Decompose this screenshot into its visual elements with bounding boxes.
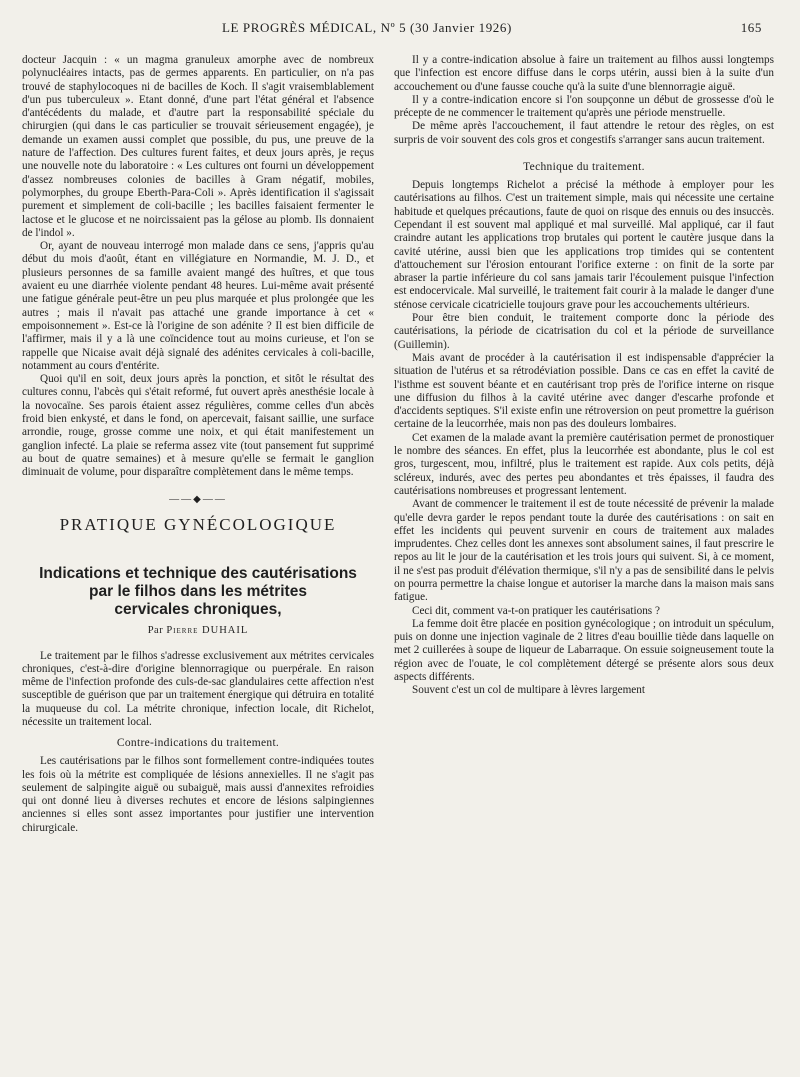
- paragraph: Il y a contre-indication absolue à faire un traitement au filhos aussi longtemps que l'infection est encore diffuse dans le corps utérin, aussi bien à la suite d'un accouchement ou d'une fausse couche qu'à la suite d'une blennorragie aiguë.: [394, 54, 774, 93]
- running-header: [222, 20, 762, 42]
- paragraph: Les cautérisations par le filhos sont formellement contre-indiquées toutes les fois où la métrite est compliquée de lésions annexielles. Il ne s'agit pas seulement de salpingite aiguë ou subaiguë, mais aussi d'annexites refroidies qui ont donné lieu à diverses rechutes et encore de lésions salpingiennes anciennes si elles sont assez importantes pour justifier une intervention chirurgicale.: [22, 755, 374, 834]
- article-title-line: cervicales chroniques,: [114, 600, 282, 618]
- running-title: LE PROGRÈS MÉDICAL, Nº 5 (30 Janvier 1926): [222, 20, 512, 35]
- paragraph: La femme doit être placée en position gynécologique ; on introduit un spéculum, puis on donne une injection vaginale de 2 litres d'eau bouillie tiède dans laquelle on met 2 cuillerées à soupe de liqueur de Labarraque. On essuie soigneusement toute la région avec de l'ouate, le col complètement détergé se présente alors sous deux aspects différents.: [394, 617, 774, 684]
- subheading: Contre-indications du traitement.: [116, 737, 280, 750]
- ornament-separator: ——◆——: [169, 493, 227, 505]
- page-number: 165: [740, 20, 762, 35]
- paragraph: Pour être bien conduit, le traitement comporte donc la période des cautérisations, la période de cicatrisation du col et la période de surveillance (Guillemin).: [394, 312, 774, 351]
- paragraph: De même après l'accouchement, il faut attendre le retour des règles, on est surpris de voir souvent des cols gros et congestifs s'arranger sans aucun traitement.: [394, 120, 774, 146]
- two-column-body: [22, 54, 774, 835]
- left-column: [22, 54, 374, 835]
- article-title-line: Indications et technique des cautérisations: [39, 564, 357, 582]
- paragraph: docteur Jacquin : « un magma granuleux amorphe avec de nombreux polynucléaires intacts, pas de germes apparents. En particulier, on n'a pas trouvé de staphylocoques ni de bacilles de Koch. Il s'agit vraisemblablement d'un pus tuberculeux ». Etant donné, d'une part l'état général et l'absence d'antécédents du malade, et d'autre part la responsabilité spéciale du chirurgien (qui dans le cas particulier se trouvait sérieusement engagée), je demande un examen aussi complet que possible, du pus, une preuve de la nature de l'affection. Des cultures furent faites, et deux jours après, je reçus une nouvelle note du laboratoire : « Les cultures ont fourni un développement d'assez nombreuses colonies de bacilles à Gram négatif, mobiles, polymorphes, du groupe Eberth-Para-Coli ». Après identification il s'agissait purement et simplement de coli-bacille ; les bacilles faisaient fermenter le lactose et le glucose et ne noircissaient pas la gélose au plomb. Ils donnaient de l'indol ».: [22, 54, 374, 239]
- byline: [22, 625, 374, 636]
- paragraph: Or, ayant de nouveau interrogé mon malade dans ce sens, j'appris qu'au début du mois d'août, étant en villégiature en Normandie, M. J. D., et plusieurs personnes de sa famille avaient mangé des huîtres, et que tous avaient eu une diarrhée violente pendant 48 heures. Lui-même avait présenté une fatigue générale peut-être un peu plus marquée et plus prolongée que les autres ; mais il n'avait pas attaché une grande importance à cet « empoisonnement ». Est-ce là l'origine de son adénite ? Il est bien difficile de l'affirmer, mais il y a là une coïncidence tout au moins curieuse, et l'on se rappelle que Nicaise avait déjà signalé des adénites cervicales à coli-bacille, notamment au cours d'entérite.: [22, 240, 374, 372]
- byline-par: Par: [147, 624, 164, 636]
- paragraph: Souvent c'est un col de multipare à lèvres largement: [412, 684, 645, 697]
- paragraph: Depuis longtemps Richelot a précisé la méthode à employer pour les cautérisations au filhos. C'est un traitement simple, mais qui nécessite une certaine habitude et quelques précautions, faute de quoi on risque des ennuis ou des insuccès. Cependant il est souvent mal appliqué et mal surveillé. Mal appliqué, car il faut craindre autant les applications trop brutales qui portent le cautère jusque dans la cavité utérine, aussi bien que les applications trop timides qui se contentent d'attouchement sur l'érosion entourant l'orifice externe : on finit de la sorte par abraser la partie inférieure du col sans jamais tarir l'écoulement puisque l'infection est endocervicale. Mal surveillé, le traitement fait courir à la malade le danger d'une sténose cervicale cicatricielle toujours grave pour les accouchements ultérieurs.: [394, 179, 774, 311]
- paragraph: Il y a contre-indication encore si l'on soupçonne un début de grossesse d'où le précepte de ne commencer le traitement qu'après une période menstruelle.: [394, 93, 774, 120]
- paragraph: Le traitement par le filhos s'adresse exclusivement aux métrites cervicales chroniques, c'est-à-dire d'origine blennorragique ou puerpérale. En raison même de l'infection profonde des culs-de-sac glandulaires cette affection n'est susceptible de guérison que par un traitement énergique qui détruira en totalité la muqueuse du col. La métrite chronique, infection locale, dit Richelot, nécessite un traitement local.: [22, 649, 374, 728]
- subheading: Technique du traitement.: [523, 161, 645, 174]
- author-name: Pierre DUHAIL: [166, 624, 249, 636]
- paragraph: Cet examen de la malade avant la première cautérisation permet de pronostiquer le nombre des séances. En effet, plus la leucorrhée est abondante, plus le col est gros, turgescent, mou, infiltré, plus le traitement est rapide. Aux cols petits, déjà scléreux, indurés, avec des pertes peu abondantes et très épaisses, il faudra des cautérisations nombreuses et progressant lentement.: [394, 431, 774, 497]
- article-title-line: par le filhos dans les métrites: [89, 582, 307, 600]
- right-column: [394, 54, 774, 835]
- article-title: [22, 565, 374, 619]
- paragraph: Ceci dit, comment va-t-on pratiquer les cautérisations ?: [412, 604, 660, 617]
- section-heading: PRATIQUE GYNÉCOLOGIQUE: [59, 514, 337, 534]
- paragraph: Mais avant de procéder à la cautérisation il est indispensable d'apprécier la situation de l'utérus et sa rétrodéviation possible. Dans ce cas en effet la cavité de l'isthme est souvent béante et en cautérisant trop près de l'orifice interne on risque une diffusion du filhos à la cavité utérine avec danger d'escarhe profonde et d'accidents septiques. S'il existe enfin une rétroversion on peut promettre la guérison certaine de la leucorrhée, mais non pas des douleurs lombaires.: [394, 351, 774, 431]
- paragraph: Avant de commencer le traitement il est de toute nécessité de prévenir la malade qu'elle devra garder le repos pendant toute la durée des cautérisations : on sait en effet les incidents qui peuvent survenir en cours de traitement aux malades imprudentes. Chez celles dont les annexes sont absolument saines, il faut prescrire le repos au lit le jour de la cautérisation et les trois jours qui suivent. Si, à ce moment, il ne s'est pas produit d'élévation thermique, s'il n'y a pas de sensibilité dans le pelvis on pourra permettre la chaise longue et autoriser la marche dans la maison mais sans fatigue.: [394, 498, 774, 604]
- paragraph: Quoi qu'il en soit, deux jours après la ponction, et sitôt le résultat des cultures connu, l'abcès qui s'était reformé, fut ouvert après anesthésie locale à la novocaïne. Ses parois étaient assez régulières, comme celles d'un abcès froid bien enkysté, et dans le fond, on apercevait, faisant saillie, une surface arrondie, rouge, grosse comme une noix, et qui était manifestement un ganglion infecté. La plaie se referma assez vite (tout pansement fut supprimé au bout de quatre semaines) et à mesure qu'elle se fermait le ganglion diminuait de volume, pour disparaître complètement dans le même temps.: [22, 373, 374, 479]
